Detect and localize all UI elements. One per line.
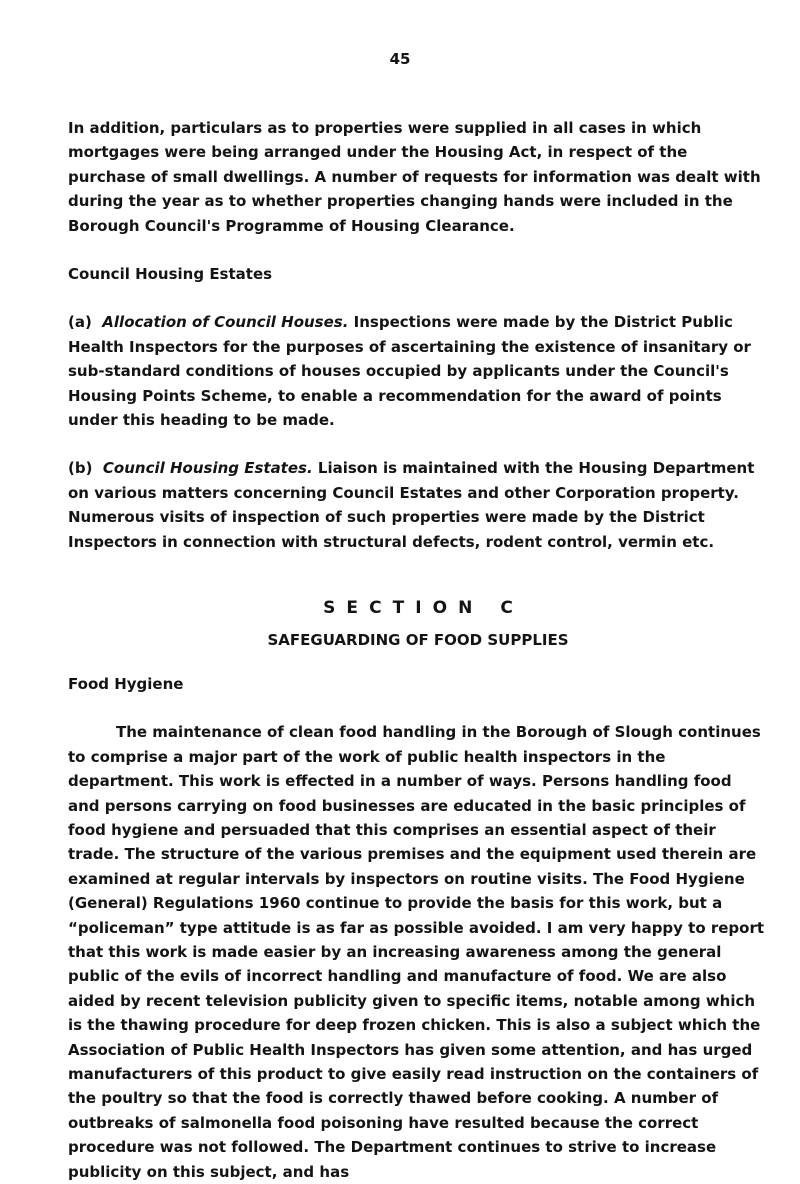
section-title: SECTION C	[323, 598, 524, 619]
paragraph-b	[68, 456, 768, 554]
paragraph-b-title: Council Housing Estates.	[102, 459, 313, 478]
page-body	[68, 116, 768, 1184]
section-subtitle: SAFEGUARDING OF FOOD SUPPLIES	[267, 630, 569, 649]
paragraph-a-label: (a)	[68, 313, 92, 332]
paragraph-b-text: Liaison is maintained with the Housing Department on various matters concerning Council Estates and other Corporation property. Numerous visits of inspection of such properties were made by the District Inspectors in connection with structural defects, rodent control, vermin etc.	[68, 459, 755, 551]
food-hygiene-heading: Food Hygiene	[68, 674, 184, 693]
council-housing-heading: Council Housing Estates	[68, 265, 273, 284]
paragraph-a-text: Inspections were made by the District Public Health Inspectors for the purposes of ascertaining the existence of insanitary or sub-standard conditions of houses occupied by applicants under the Council's Housing Points Scheme, to enable a recommendation for the award of points under this heading to be made.	[68, 313, 751, 430]
page-number: 45	[389, 50, 411, 68]
paragraph-a-title: Allocation of Council Houses.	[102, 313, 349, 332]
paragraph-a	[68, 310, 768, 432]
food-hygiene-paragraph: The maintenance of clean food handling in the Borough of Slough continues to comprise a major part of the work of public health inspectors in the department. This work is effected in a number of ways. Persons handling food and persons carrying on food businesses are educated in the basic principles of food hygiene and persuaded that this comprises an essential aspect of their trade. The structure of the various premises and the equipment used therein are examined at regular intervals by inspectors on routine visits. The Food Hygiene (General) Regulations 1960 continue to provide the basis for this work, but a “policeman” type attitude is as far as possible avoided. I am very happy to report that this work is made easier by an increasing awareness among the general public of the evils of incorrect handling and manufacture of food. We are also aided by recent television publicity given to specific items, notable among which is the thawing procedure for deep frozen chicken. This is also a subject which the Association of Public Health Inspectors has given some attention, and has urged manufacturers of this product to give easily read instruction on the containers of the poultry so that the food is correctly thawed before cooking. A number of outbreaks of salmonella food poisoning have resulted because the correct procedure was not followed. The Department continues to strive to increase publicity on this subject, and has	[68, 723, 765, 1181]
paragraph-b-label: (b)	[68, 459, 93, 478]
intro-paragraph: In addition, particulars as to properties were supplied in all cases in which mortgages were being arranged under the Housing Act, in respect of the purchase of small dwellings. A number of requests for information was dealt with during the year as to whether properties changing hands were included in the Borough Council's Programme of Housing Clearance.	[68, 119, 761, 235]
